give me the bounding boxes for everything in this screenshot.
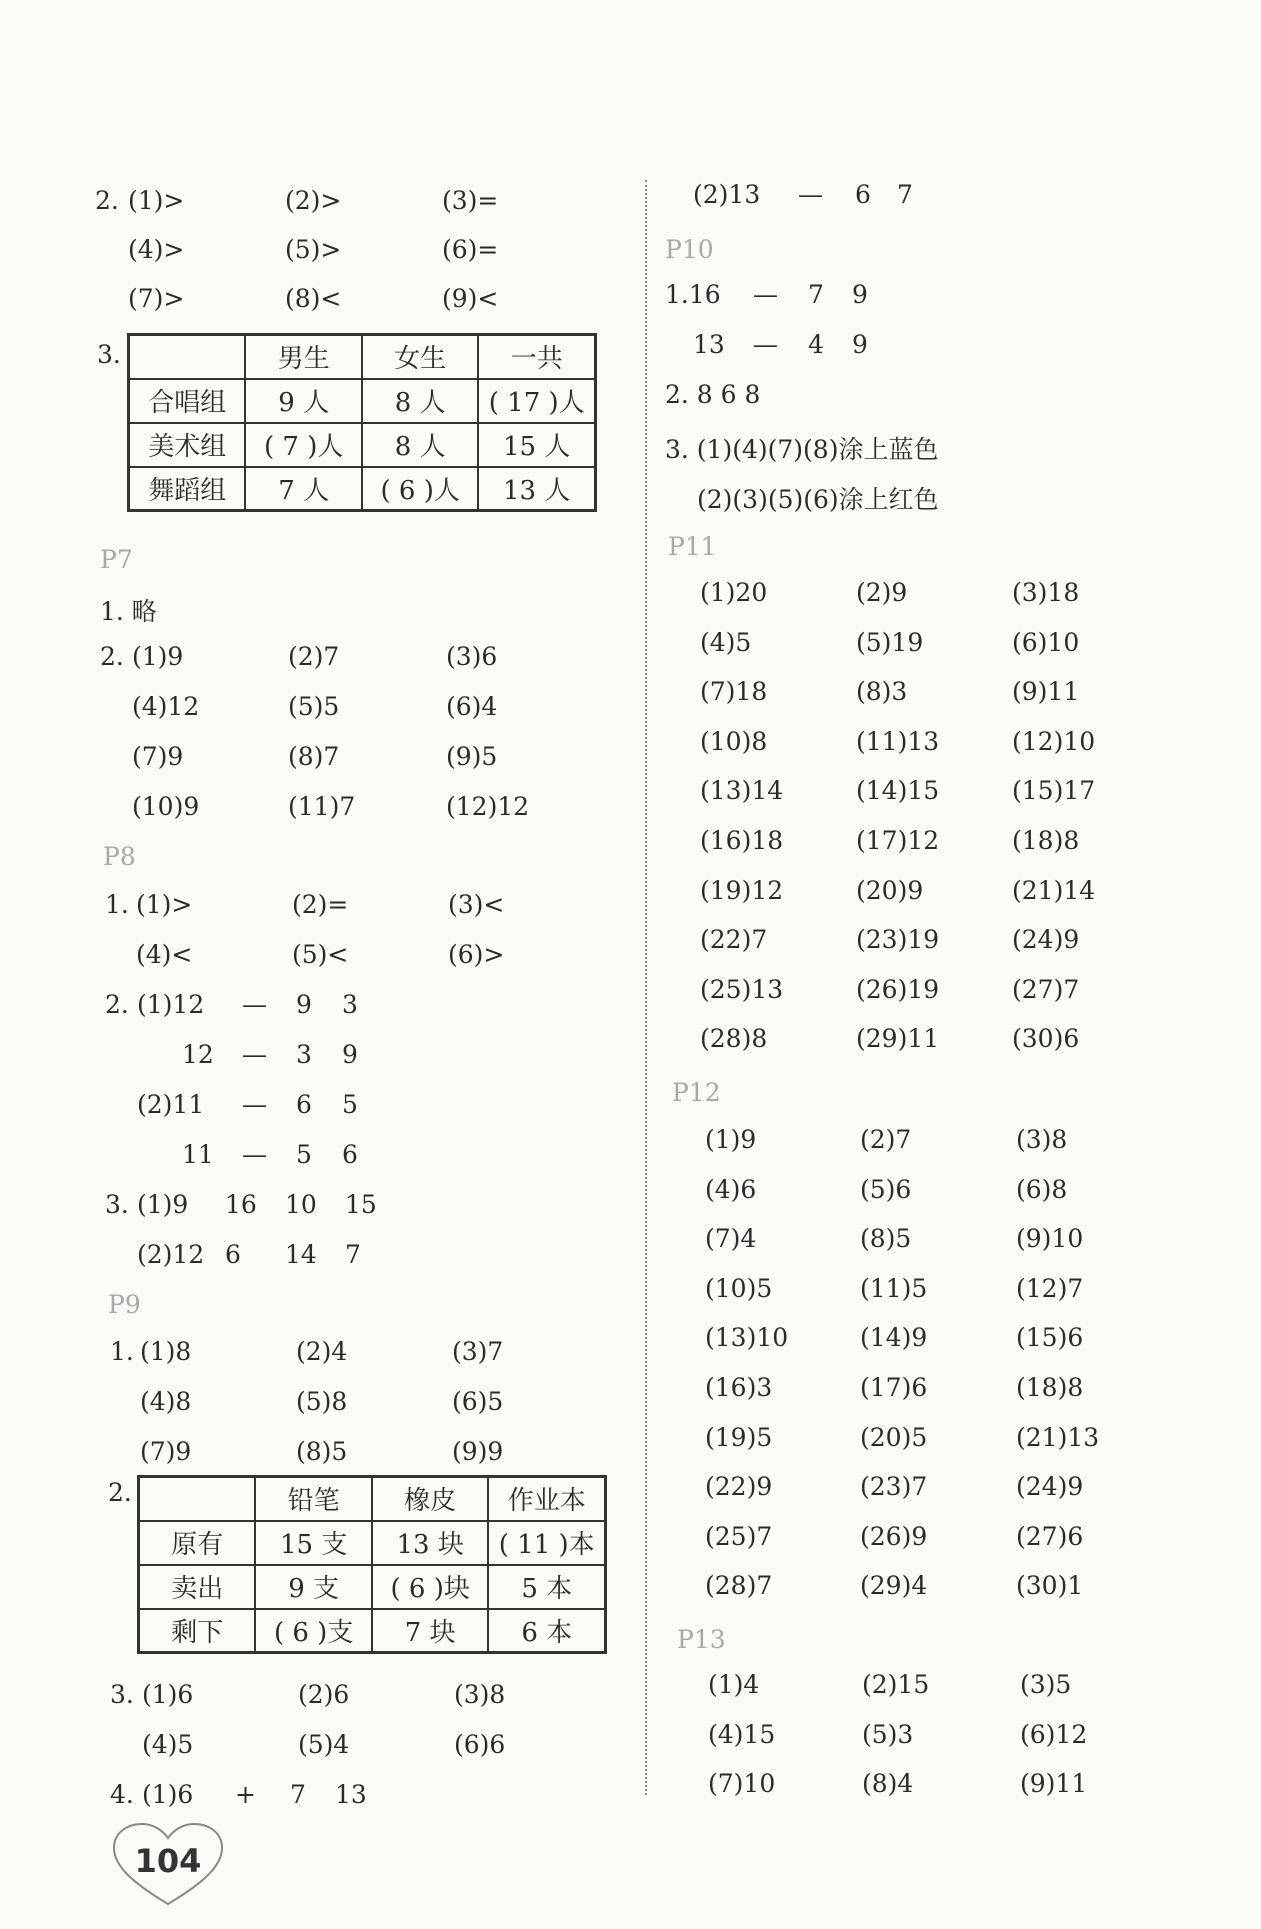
answer-item: (18)8: [1016, 1373, 1084, 1402]
answer-item: 9: [296, 990, 312, 1019]
answer-item: (2)4: [296, 1337, 348, 1366]
answer-item: (6)8: [1016, 1174, 1068, 1204]
answer-item: (1)6: [142, 1680, 194, 1709]
answer-item: —: [753, 330, 778, 359]
answer-item: (8)<: [285, 284, 342, 313]
answer-item: 1. 略: [100, 597, 157, 626]
answer-item: (2)7: [860, 1125, 912, 1154]
answer-item: (21)13: [1016, 1422, 1100, 1452]
answer-item: —: [798, 180, 823, 209]
table1-label: 3.: [97, 340, 121, 369]
answer-item: (13)14: [700, 776, 784, 806]
table-cell: ( 17 )人: [478, 379, 595, 423]
answer-item: 3. (1)(4)(7)(8)涂上蓝色: [665, 435, 939, 464]
answer-item: (5)19: [856, 627, 924, 657]
answer-item: (8)3: [856, 677, 908, 707]
table-header-row: [129, 335, 596, 379]
answer-item: 6: [855, 180, 871, 209]
question-number: 3.: [105, 1190, 129, 1219]
answer-item: (10)9: [132, 792, 200, 821]
table-row: [139, 1609, 606, 1653]
answer-item: (3)8: [454, 1680, 506, 1709]
answer-item: (2)12: [137, 1240, 205, 1269]
table-cell: 7 块: [372, 1609, 489, 1653]
section-heading-p10: P10: [665, 235, 714, 264]
table-cell: ( 6 )支: [255, 1609, 372, 1653]
table2-label: 2.: [108, 1478, 132, 1507]
answer-item: (3)5: [1020, 1670, 1072, 1699]
table-cell: 橡皮: [372, 1477, 489, 1521]
answer-item: +: [235, 1780, 256, 1809]
answer-item: 1.16: [665, 280, 721, 309]
answer-item: (19)12: [700, 875, 784, 905]
table-cell: 9 人: [245, 379, 361, 423]
table-row: [129, 467, 596, 511]
answer-item: (4)8: [140, 1387, 192, 1416]
answer-item: (9)9: [452, 1437, 504, 1466]
answer-item: (22)7: [700, 925, 768, 955]
page-number-badge: [108, 1820, 228, 1910]
table-cell: 15 支: [255, 1521, 372, 1565]
answer-item: (7)10: [708, 1769, 776, 1798]
answer-item: (4)>: [128, 235, 185, 264]
answer-item: (2)13: [693, 180, 761, 209]
answer-item: (8)5: [860, 1224, 912, 1254]
table-cell: 女生: [362, 335, 478, 379]
answer-item: (6)12: [1020, 1719, 1088, 1749]
table-cell: ( 6 )块: [372, 1565, 489, 1609]
answer-item: (7)9: [132, 742, 184, 771]
answer-item: (27)6: [1016, 1521, 1084, 1551]
answer-item: (21)14: [1012, 875, 1096, 905]
answer-item: 6: [225, 1240, 241, 1269]
answer-item: (28)8: [700, 1024, 768, 1054]
answer-item: 7: [808, 280, 824, 309]
answer-item: 15: [345, 1190, 377, 1219]
answer-item: (2)=: [292, 890, 349, 919]
table-cell: ( 11 )本: [488, 1521, 605, 1565]
answer-item: (3)<: [448, 890, 505, 919]
answer-item: (5)<: [292, 940, 349, 969]
table-row: [129, 379, 596, 423]
table-cell: 5 本: [488, 1565, 605, 1609]
answer-item: (1)9: [137, 1190, 189, 1219]
answer-item: (15)17: [1012, 776, 1096, 806]
answer-item: 7: [290, 1780, 306, 1809]
table-cell: 舞蹈组: [129, 467, 246, 511]
answer-item: (15)6: [1016, 1323, 1084, 1353]
section-heading-p7: P7: [100, 545, 133, 574]
section-heading-p8: P8: [103, 842, 136, 871]
answer-item: 7: [345, 1240, 361, 1269]
stationery-table: [137, 1475, 607, 1654]
answer-item: (8)7: [288, 742, 340, 771]
table-cell: 原有: [139, 1521, 256, 1565]
answer-item: (24)9: [1012, 925, 1080, 955]
answer-item: (4)5: [142, 1730, 194, 1759]
answer-item: 2. 8 6 8: [665, 380, 761, 409]
answer-item: (30)1: [1016, 1571, 1084, 1601]
answer-item: (1)9: [705, 1125, 757, 1154]
answer-item: (6)5: [452, 1387, 504, 1416]
answer-item: (5)6: [860, 1174, 912, 1204]
answer-item: (10)5: [705, 1273, 773, 1303]
question-number: 3.: [110, 1680, 134, 1709]
answer-item: (4)15: [708, 1719, 776, 1749]
answer-item: (2)>: [285, 186, 342, 215]
section-heading-p12: P12: [672, 1078, 721, 1107]
question-number: 2.: [105, 990, 129, 1019]
answer-item: (14)9: [860, 1323, 928, 1353]
answer-item: (1)12: [137, 990, 205, 1019]
table-cell: 美术组: [129, 423, 246, 467]
table-row: [129, 423, 596, 467]
answer-item: (6)10: [1012, 627, 1080, 657]
answer-item: 13: [693, 330, 725, 359]
question-number: 2.: [95, 186, 119, 215]
section-heading-p9: P9: [108, 1290, 141, 1319]
table-cell: 8 人: [362, 423, 478, 467]
answer-item: (3)=: [442, 186, 499, 215]
answer-item: 3: [296, 1040, 312, 1069]
answer-item: (22)9: [705, 1472, 773, 1502]
answer-item: 9: [342, 1040, 358, 1069]
table-cell: ( 6 )人: [362, 467, 478, 511]
question-number: 4.: [110, 1780, 134, 1809]
answer-item: (7)4: [705, 1224, 757, 1254]
answer-item: (9)5: [446, 742, 498, 771]
answer-item: (9)10: [1016, 1224, 1084, 1254]
answer-item: (26)9: [860, 1521, 928, 1551]
answer-item: (4)<: [136, 940, 193, 969]
answer-item: 4: [808, 330, 824, 359]
answer-item: 9: [852, 330, 868, 359]
answer-item: (7)9: [140, 1437, 192, 1466]
answer-item: (1)8: [140, 1337, 192, 1366]
answer-item: (2)11: [137, 1090, 205, 1119]
answer-item: 12: [182, 1040, 214, 1069]
answer-item: 14: [285, 1240, 317, 1269]
answer-item: (5)8: [296, 1387, 348, 1416]
answer-item: (2)7: [288, 642, 340, 671]
answer-item: (18)8: [1012, 826, 1080, 855]
answer-item: (3)6: [446, 642, 498, 671]
table-cell: 铅笔: [255, 1477, 372, 1521]
section-heading-p13: P13: [677, 1625, 726, 1654]
answer-item: (6)=: [442, 235, 499, 264]
answer-item: (9)11: [1012, 677, 1080, 707]
answer-item: (20)9: [856, 875, 924, 905]
answer-item: (30)6: [1012, 1024, 1080, 1054]
answer-item: (1)6: [142, 1780, 194, 1809]
answer-item: 13: [335, 1780, 367, 1809]
table-cell: 7 人: [245, 467, 361, 511]
table-cell: [139, 1477, 256, 1521]
answer-item: (9)11: [1020, 1769, 1088, 1798]
table-cell: 作业本: [488, 1477, 605, 1521]
table-cell: 6 本: [488, 1609, 605, 1653]
answer-item: 6: [342, 1140, 358, 1169]
column-divider: [645, 180, 647, 1795]
answer-item: (5)3: [862, 1719, 914, 1749]
answer-item: (4)6: [705, 1174, 757, 1204]
answer-item: (4)5: [700, 627, 752, 657]
answer-item: (2)(3)(5)(6)涂上红色: [697, 485, 939, 514]
answer-item: (7)18: [700, 677, 768, 707]
answer-item: (23)7: [860, 1472, 928, 1502]
table-cell: 男生: [245, 335, 361, 379]
answer-item: (24)9: [1016, 1472, 1084, 1502]
answer-item: (5)5: [288, 692, 340, 721]
answer-item: (23)19: [856, 925, 940, 955]
answer-item: (26)19: [856, 974, 940, 1004]
answer-item: (2)6: [298, 1680, 350, 1709]
answer-item: (11)7: [288, 792, 356, 821]
answer-item: (10)8: [700, 726, 768, 756]
answer-item: (16)3: [705, 1373, 773, 1402]
answer-item: (6)4: [446, 692, 498, 721]
answer-item: (1)>: [136, 890, 193, 919]
answer-item: (29)11: [856, 1024, 940, 1054]
answer-item: (17)6: [860, 1373, 928, 1402]
table-cell: 9 支: [255, 1565, 372, 1609]
answer-item: (16)18: [700, 826, 784, 855]
table-cell: ( 7 )人: [245, 423, 361, 467]
answer-item: (1)>: [128, 186, 185, 215]
question-number: 2.: [100, 642, 124, 671]
answer-item: (12)10: [1012, 726, 1096, 756]
section-heading-p11: P11: [668, 532, 717, 561]
answer-item: (2)15: [862, 1670, 930, 1699]
answer-item: (29)4: [860, 1571, 928, 1601]
answer-item: (4)12: [132, 692, 200, 721]
answer-item: —: [242, 990, 267, 1019]
answer-item: (2)9: [856, 578, 908, 607]
answer-item: (3)7: [452, 1337, 504, 1366]
answer-item: 16: [225, 1190, 257, 1219]
answer-item: 7: [897, 180, 913, 209]
answer-item: 6: [296, 1090, 312, 1119]
answer-item: (5)4: [298, 1730, 350, 1759]
answer-item: (5)>: [285, 235, 342, 264]
table-cell: 15 人: [478, 423, 595, 467]
answer-item: (25)7: [705, 1521, 773, 1551]
answer-item: —: [242, 1040, 267, 1069]
answer-item: (1)9: [132, 642, 184, 671]
answer-item: (11)13: [856, 726, 940, 756]
table-cell: 合唱组: [129, 379, 246, 423]
answer-item: (3)8: [1016, 1125, 1068, 1154]
answer-item: (8)5: [296, 1437, 348, 1466]
table-cell: 剩下: [139, 1609, 256, 1653]
answer-item: (3)18: [1012, 578, 1080, 607]
table-cell: 13 人: [478, 467, 595, 511]
table-cell: 卖出: [139, 1565, 256, 1609]
answer-item: 3: [342, 990, 358, 1019]
answer-item: (20)5: [860, 1422, 928, 1452]
group-table: [127, 333, 597, 512]
answer-item: (9)<: [442, 284, 499, 313]
table-cell: [129, 335, 246, 379]
answer-item: —: [242, 1090, 267, 1119]
table-row: [139, 1521, 606, 1565]
answer-item: 9: [852, 280, 868, 309]
answer-item: 5: [342, 1090, 358, 1119]
answer-item: —: [753, 280, 778, 309]
table-header-row: [139, 1477, 606, 1521]
question-number: 1.: [105, 890, 129, 919]
answer-item: (12)7: [1016, 1273, 1084, 1303]
answer-item: 10: [285, 1190, 317, 1219]
answer-item: (28)7: [705, 1571, 773, 1601]
answer-item: (27)7: [1012, 974, 1080, 1004]
answer-item: (11)5: [860, 1273, 928, 1303]
answer-item: (7)>: [128, 284, 185, 313]
answer-item: (8)4: [862, 1769, 914, 1798]
answer-item: (14)15: [856, 776, 940, 806]
table-row: [139, 1565, 606, 1609]
table-cell: 13 块: [372, 1521, 489, 1565]
page-number: 104: [134, 1842, 202, 1880]
answer-item: (6)>: [448, 940, 505, 969]
answer-item: 5: [296, 1140, 312, 1169]
answer-item: (1)20: [700, 578, 768, 607]
answer-item: (12)12: [446, 792, 530, 821]
question-number: 1.: [110, 1337, 134, 1366]
answer-item: (13)10: [705, 1323, 789, 1353]
table-cell: 8 人: [362, 379, 478, 423]
answer-item: (19)5: [705, 1422, 773, 1452]
answer-item: (1)4: [708, 1670, 760, 1699]
answer-item: (17)12: [856, 826, 940, 855]
answer-item: 11: [182, 1140, 214, 1169]
answer-item: (25)13: [700, 974, 784, 1004]
table-cell: 一共: [478, 335, 595, 379]
answer-item: (6)6: [454, 1730, 506, 1759]
answer-item: —: [242, 1140, 267, 1169]
